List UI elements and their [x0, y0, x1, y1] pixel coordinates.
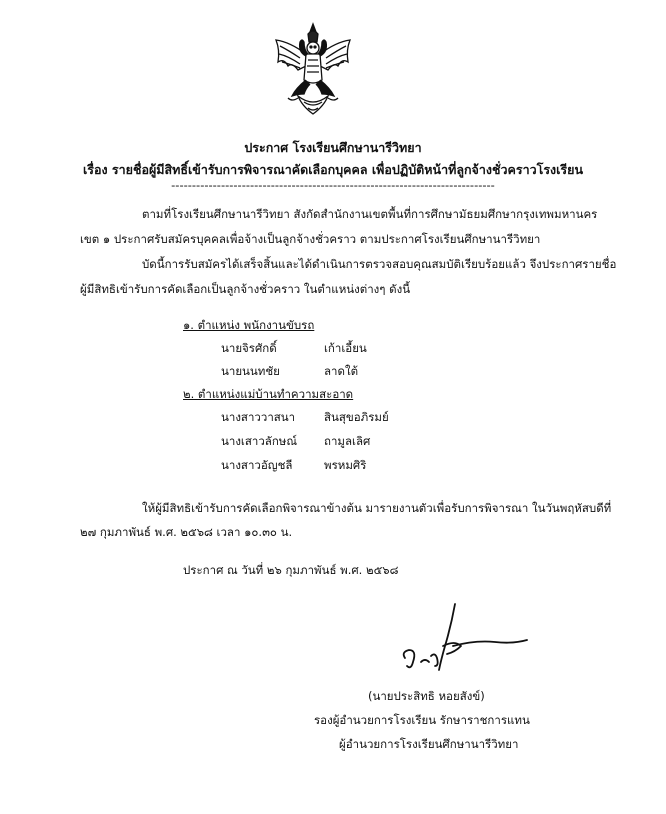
signer-position-2: ผู้อำนวยการโรงเรียนศึกษานารีวิทยา: [339, 737, 519, 751]
signer-position-1: รองผู้อำนวยการโรงเรียน รักษาราชการแทน: [314, 713, 530, 727]
closing-line-1: ให้ผู้มีสิทธิเข้ารับการคัดเลือกพิจารณาข้างต้น มารายงานตัวเพื่อรับการพิจารณา ในวันพฤหัสบดีที่: [142, 501, 612, 515]
divider-line: ------------------------------------------------------------------------------: [171, 178, 495, 192]
garuda-emblem-icon: [270, 22, 356, 120]
paragraph-2-line-1: บัดนี้การรับสมัครได้เสร็จสิ้นและได้ดำเนินการตรวจสอบคุณสมบัติเรียบร้อยแล้ว จึงประกาศรายชื่อ: [142, 257, 617, 271]
section-1-heading: ๑. ตำแหน่ง พนักงานขับรถ: [183, 318, 315, 332]
handwritten-signature: [395, 596, 535, 676]
announcement-subject: เรื่อง รายชื่อผู้มีสิทธิ์เข้ารับการพิจารณาคัดเลือกบุคคล เพื่อปฏิบัติหน้าที่ลูกจ้างชั่วคราวโรงเรียน: [82, 162, 584, 177]
person-last-name: เก้าเอี้ยน: [324, 341, 367, 355]
person-last-name: ลาดใต้: [324, 364, 359, 378]
paragraph-2-line-2: ผู้มีสิทธิเข้ารับการคัดเลือกเป็นลูกจ้างชั่วคราว ในตำแหน่งต่างๆ ดังนี้: [80, 282, 411, 296]
signer-name: (นายประสิทธิ หอยสังข์): [368, 689, 485, 703]
person-first-name: นางสาววาสนา: [221, 410, 296, 424]
person-first-name: นางเสาวลักษณ์: [221, 434, 298, 448]
section-2-heading: ๒. ตำแหน่งแม่บ้านทำความสะอาด: [183, 387, 354, 401]
person-last-name: พรหมศิริ: [324, 458, 367, 472]
person-first-name: นางสาวอัญชลี: [221, 458, 293, 472]
person-last-name: สินสุขอภิรมย์: [324, 410, 389, 424]
paragraph-1-line-2: เขต ๑ ประกาศรับสมัครบุคคลเพื่อจ้างเป็นลูกจ้างชั่วคราว ตามประกาศโรงเรียนศึกษานารีวิทยา: [80, 232, 541, 246]
person-first-name: นายนนทชัย: [221, 364, 280, 378]
closing-line-2: ๒๗ กุมภาพันธ์ พ.ศ. ๒๕๖๘ เวลา ๑๐.๓๐ น.: [80, 525, 293, 539]
announce-date: ประกาศ ณ วันที่ ๒๖ กุมภาพันธ์ พ.ศ. ๒๕๖๘: [183, 563, 399, 577]
person-last-name: ถามูลเลิศ: [324, 434, 371, 448]
person-first-name: นายจิรศักดิ์: [221, 341, 277, 355]
paragraph-1-line-1: ตามที่โรงเรียนศึกษานารีวิทยา สังกัดสำนักงานเขตพื้นที่การศึกษามัธยมศึกษากรุงเทพมหานคร: [142, 207, 598, 221]
announcement-title: ประกาศ โรงเรียนศึกษานารีวิทยา: [244, 140, 422, 155]
